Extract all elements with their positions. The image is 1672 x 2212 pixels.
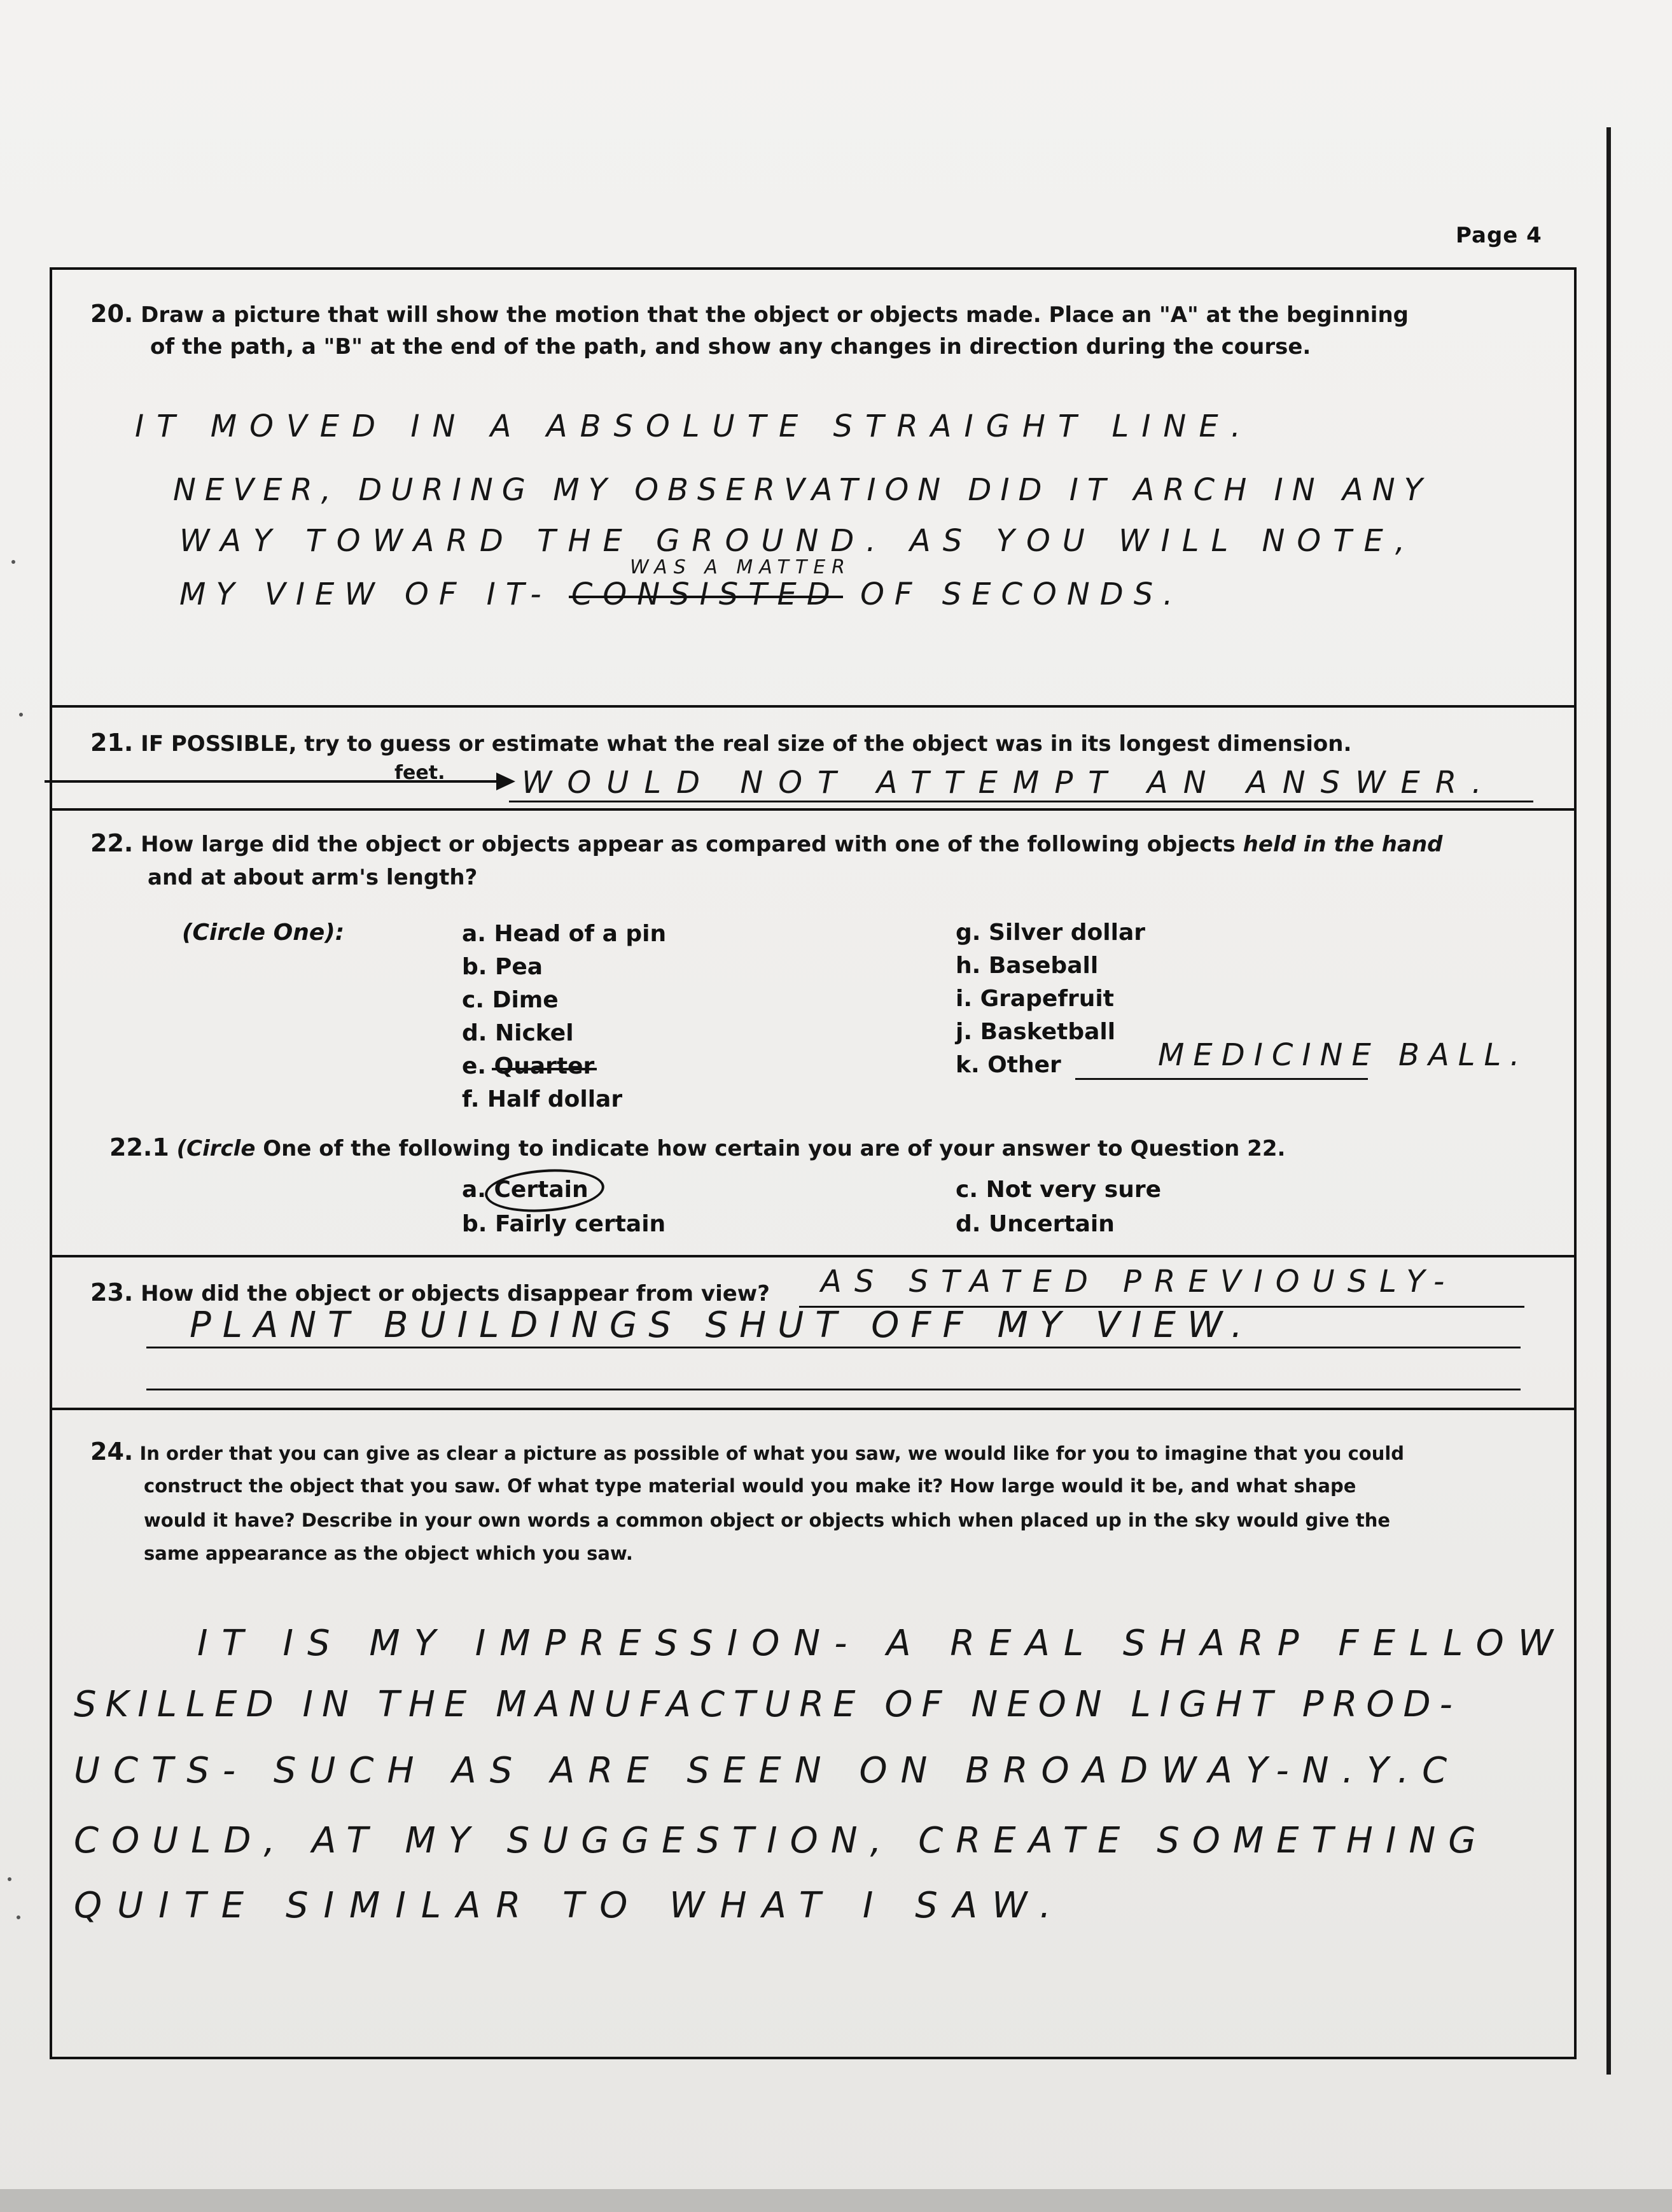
option-letter: h. xyxy=(956,953,981,979)
scan-speck xyxy=(17,1915,20,1919)
q21-answer-underline xyxy=(509,801,1533,802)
option-label: Dime xyxy=(492,987,559,1013)
option-head-of-pin[interactable] xyxy=(462,918,666,951)
q20-line4-start: MY VIEW OF IT- xyxy=(179,577,552,612)
option-letter: k. xyxy=(956,1052,980,1078)
certainty-option-uncertain[interactable] xyxy=(956,1208,1115,1241)
option-label: Grapefruit xyxy=(980,986,1114,1012)
q21-arrow-head xyxy=(496,773,515,790)
option-letter: b. xyxy=(462,954,487,980)
option-label: Certain xyxy=(494,1177,589,1203)
section-divider xyxy=(50,808,1574,811)
option-letter: a. xyxy=(462,921,486,947)
certainty-option-fairly-certain[interactable] xyxy=(462,1208,665,1241)
option-letter: e. xyxy=(462,1053,487,1079)
question-21-prompt xyxy=(90,725,1554,761)
option-label: Silver dollar xyxy=(989,920,1146,946)
option-nickel[interactable] xyxy=(462,1017,574,1050)
option-letter: c. xyxy=(956,1177,979,1203)
option-letter: d. xyxy=(956,1211,981,1237)
q20-struck-word: CONSISTED xyxy=(571,577,840,612)
question-22-prompt-line1: How large did the object or objects appear as compared with one of the following objects xyxy=(141,832,1236,857)
question-number: 21. xyxy=(90,729,134,757)
question-number: 20. xyxy=(90,300,134,328)
circle-one-label: (Circle One): xyxy=(182,920,345,946)
option-letter: f. xyxy=(462,1086,480,1112)
question-24-prompt-line1: In order that you can give as clear a picture as possible of what you saw, we would like for you to imagine that you could xyxy=(139,1443,1405,1464)
option-label: Pea xyxy=(495,954,543,980)
question-22-prompt xyxy=(90,826,1566,862)
question-22-1-prompt-start: (Circle xyxy=(176,1136,256,1161)
question-24-prompt-line2: construct the object that you saw. Of what type material would you make it? How large would it be, and what shape xyxy=(144,1475,1356,1497)
option-half-dollar[interactable] xyxy=(462,1083,622,1116)
q20-handwritten-line2: NEVER, DURING MY OBSERVATION DID IT ARCH IN ANY xyxy=(173,472,1432,508)
option-letter: d. xyxy=(462,1020,487,1046)
q23-handwritten-line2: PLANT BUILDINGS SHUT OFF MY VIEW. xyxy=(190,1305,1254,1346)
option-silver-dollar[interactable] xyxy=(956,916,1145,949)
question-20-prompt-line2: of the path, a "B" at the end of the path, and show any changes in direction during the course. xyxy=(150,334,1311,360)
option-label: Nickel xyxy=(495,1020,574,1046)
option-pea[interactable] xyxy=(462,951,543,984)
q24-handwritten-line5: QUITE SIMILAR TO WHAT I SAW. xyxy=(74,1885,1066,1926)
question-21-prompt-text: try to guess or estimate what the real size of the object was in its longest dimension. xyxy=(304,731,1352,757)
question-number: 22. xyxy=(90,829,134,857)
question-24-prompt xyxy=(90,1434,1566,1471)
option-label: Other xyxy=(987,1052,1061,1078)
q23-answer-underline xyxy=(146,1389,1521,1390)
question-22-1-prompt xyxy=(109,1130,1573,1166)
scan-speck xyxy=(19,713,23,717)
q23-handwritten-line1: AS STATED PREVIOUSLY- xyxy=(821,1264,1458,1299)
option-basketball[interactable] xyxy=(956,1016,1115,1049)
option-quarter[interactable] xyxy=(462,1050,594,1083)
option-label: Basketball xyxy=(980,1019,1116,1045)
option-label: Baseball xyxy=(988,953,1099,979)
q24-handwritten-line1: IT IS MY IMPRESSION- A REAL SHARP FELLOW xyxy=(197,1623,1568,1664)
q22-other-handwritten: MEDICINE BALL. xyxy=(1158,1037,1529,1073)
section-divider xyxy=(50,705,1574,708)
option-label: Half dollar xyxy=(487,1086,623,1112)
question-23-prompt-text: How did the object or objects disappear from view? xyxy=(141,1281,770,1306)
q21-unit-label: feet. xyxy=(394,762,445,784)
q20-handwritten-line3: WAY TOWARD THE GROUND. AS YOU WILL NOTE, xyxy=(179,523,1418,559)
option-letter: a. xyxy=(462,1177,486,1203)
section-divider xyxy=(50,1255,1574,1257)
question-24-prompt-line4: same appearance as the object which you saw. xyxy=(144,1543,633,1564)
question-number: 23. xyxy=(90,1278,134,1306)
question-22-prompt-line2: and at about arm's length? xyxy=(148,865,478,890)
other-answer-underline xyxy=(1075,1078,1368,1080)
option-letter: j. xyxy=(956,1019,973,1045)
question-21-caps: IF POSSIBLE, xyxy=(141,731,297,757)
question-20-prompt-line1: Draw a picture that will show the motion that the object or objects made. Place an "A" at the beginning xyxy=(141,302,1409,328)
question-number: 24. xyxy=(90,1438,134,1466)
section-divider xyxy=(50,1408,1574,1410)
scan-speck xyxy=(11,560,15,564)
scan-speck xyxy=(8,1877,11,1881)
option-letter: c. xyxy=(462,987,485,1013)
option-label: Uncertain xyxy=(989,1211,1115,1237)
page-number: Page 4 xyxy=(1456,223,1542,248)
option-label: Not very sure xyxy=(986,1177,1162,1203)
scan-edge-shadow xyxy=(1606,127,1611,2075)
q20-handwritten-line4 xyxy=(179,575,1183,613)
q24-handwritten-line2: SKILLED IN THE MANUFACTURE OF NEON LIGHT PROD- xyxy=(74,1684,1461,1725)
option-label: Head of a pin xyxy=(494,921,667,947)
q20-handwritten-insert: WAS A MATTER xyxy=(630,556,852,578)
option-other[interactable] xyxy=(956,1049,1061,1082)
question-24-prompt-line3: would it have? Describe in your own words a common object or objects which when placed up in the sky would give the xyxy=(144,1509,1391,1531)
option-grapefruit[interactable] xyxy=(956,983,1114,1016)
option-letter: i. xyxy=(956,986,973,1012)
option-baseball[interactable] xyxy=(956,949,1098,983)
q23-answer-underline xyxy=(146,1347,1521,1348)
question-20-prompt xyxy=(90,297,1554,332)
option-letter: b. xyxy=(462,1211,487,1237)
question-number: 22.1 xyxy=(109,1133,169,1161)
option-letter: g. xyxy=(956,920,981,946)
option-label: Quarter xyxy=(494,1050,595,1083)
scan-bottom-band xyxy=(0,2189,1672,2212)
option-dime[interactable] xyxy=(462,984,559,1017)
q21-handwritten-answer: WOULD NOT ATTEMPT AN ANSWER. xyxy=(522,765,1497,801)
q20-handwritten-line1: IT MOVED IN A ABSOLUTE STRAIGHT LINE. xyxy=(135,409,1253,444)
q24-handwritten-line4: COULD, AT MY SUGGESTION, CREATE SOMETHING xyxy=(74,1820,1489,1861)
question-22-prompt-emphasis: held in the hand xyxy=(1243,832,1443,857)
question-22-1-prompt-text: One of the following to indicate how certain you are of your answer to Question 22. xyxy=(263,1136,1286,1161)
option-label: Fairly certain xyxy=(495,1211,666,1237)
q24-handwritten-line3: UCTS- SUCH AS ARE SEEN ON BROADWAY-N.Y.C xyxy=(74,1750,1461,1791)
certainty-option-not-very-sure[interactable] xyxy=(956,1173,1161,1207)
q20-line4-end: OF SECONDS. xyxy=(860,577,1183,612)
